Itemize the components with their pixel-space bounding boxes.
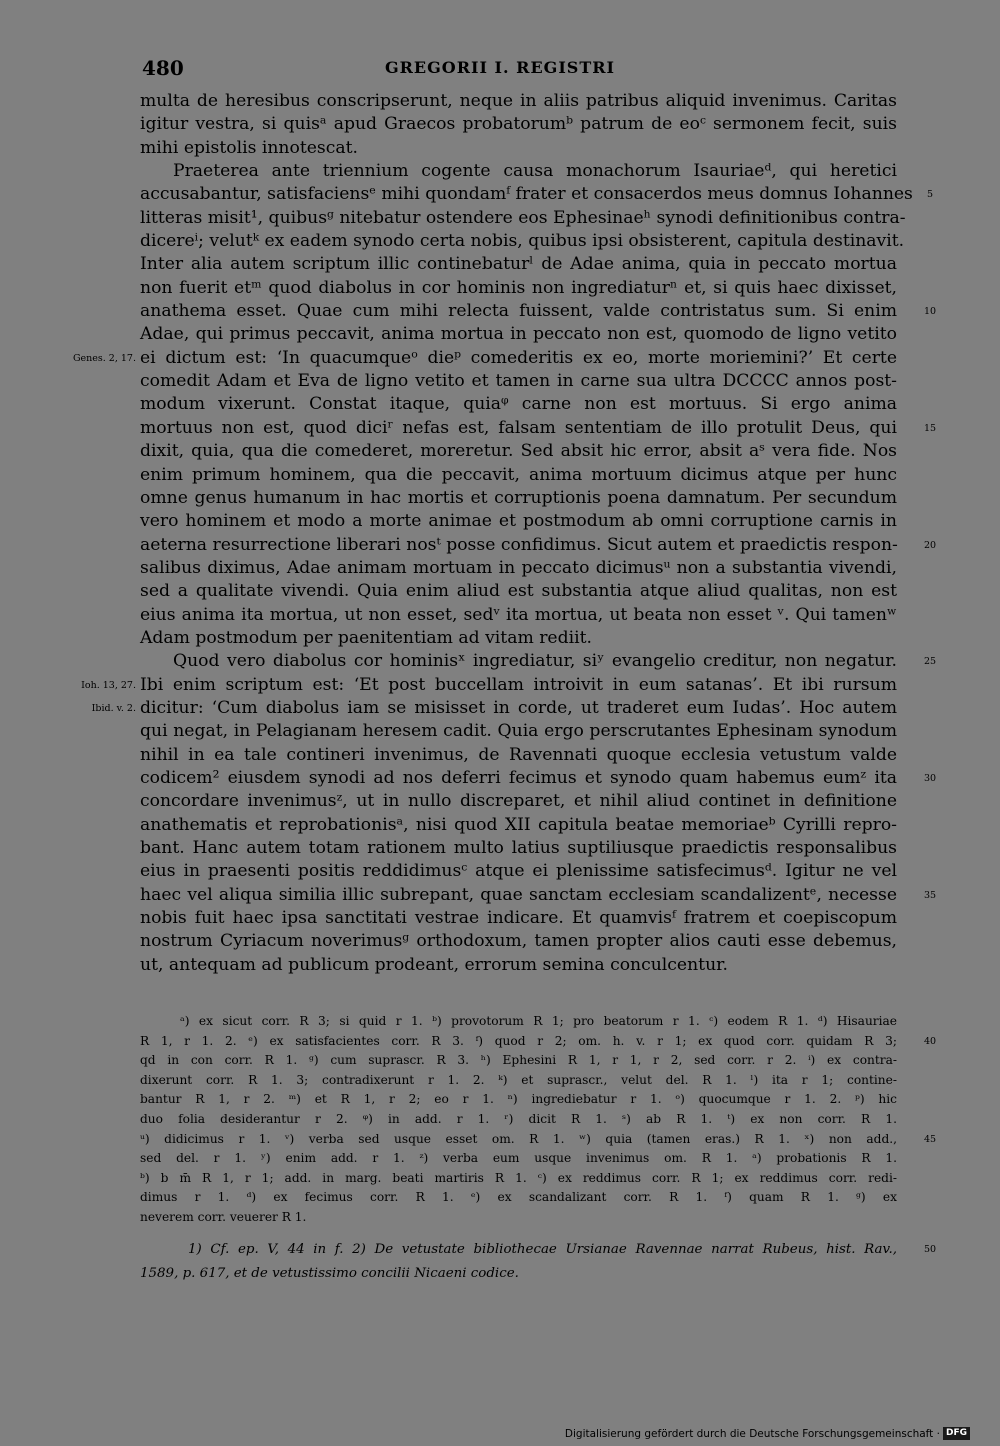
scripture-reference: Ioh. 13, 27. [81, 679, 136, 691]
text-line: Adae, qui primus peccavit, anima mortua in peccato non est, quomodo de ligno vetito [140, 324, 897, 345]
line-number: 10 [923, 306, 937, 318]
text-line: litteras misit¹, quibusᵍ nitebatur ostendere eos Ephesinaeʰ synodi definitionibus contra- [140, 207, 906, 228]
text-line: bant. Hanc autem totam rationem multo latius suptiliusque praedictis responsalibus [140, 838, 897, 858]
apparatus-line: sed del. r 1. ʸ) enim add. r 1. ᶻ) verba eum usque invenimus om. R 1. ᵃ) probationis R 1. [140, 1151, 897, 1166]
text-line: qui negat, in Pelagianam heresem cadit. Quia ergo perscrutantes Ephesinam synodum [140, 721, 897, 742]
apparatus-line: duo folia desiderantur r 2. ᵠ) in add. r 1. ʳ) dicit R 1. ˢ) ab R 1. ᵗ) ex non corr. R 1. [140, 1111, 897, 1126]
line-number: 50 [923, 1244, 937, 1255]
main-text [140, 90, 913, 977]
text-line: dixit, quia, qua die comederet, moreretur. Sed absit hic error, absit aˢ vera fide. Nos [140, 441, 897, 462]
line-number: 35 [923, 889, 937, 901]
text-line: non fuerit etᵐ quod diabolus in cor hominis non ingrediaturⁿ et, si quis haec dixisset, [140, 277, 897, 298]
running-title: GREGORII I. REGISTRI [384, 58, 616, 77]
apparatus-line: ᵇ) b m̄ R 1, r 1; add. in marg. beati martiris R 1. ᶜ) ex reddimus corr. R 1; ex reddimus corr. redi- [140, 1170, 897, 1185]
text-line: nostrum Cyriacum noverimusᵍ orthodoxum, tamen propter alios cauti esse debemus, [140, 931, 897, 952]
apparatus-line: ᵘ) didicimus r 1. ᵛ) verba sed usque esset om. R 1. ʷ) quia (tamen eras.) R 1. ˣ) non add., [140, 1131, 897, 1146]
text-line: salibus diximus, Adae animam mortuam in peccato dicimusᵘ non a substantia vivendi, [140, 557, 897, 578]
text-line: vero hominem et modo a morte animae et postmodum ab omni corruptione carnis in [140, 511, 897, 532]
text-line: dicereⁱ; velutᵏ ex eadem synodo certa nobis, quibus ipsi obsisterent, capitula destinavit. [140, 231, 905, 252]
text-line: Quod vero diabolus cor hominisˣ ingrediatur, siʸ evangelio creditur, non negatur. [173, 651, 897, 672]
text-line: mihi epistolis innotescat. [140, 137, 358, 158]
text-line: mortuus non est, quod diciʳ nefas est, falsam sententiam de illo protulit Deus, qui [140, 417, 897, 438]
scripture-reference: Genes. 2, 17. [72, 352, 136, 364]
text-line: ut, antequam ad publicum prodeant, errorum semina conculcentur. [140, 954, 728, 975]
reference-line: 1) Cf. ep. V, 44 in f. 2) De vetustate bibliothecae Ursianae Ravennae narrat Rubeus, hist. Rav., [188, 1242, 897, 1257]
text-line: modum vixerunt. Constat itaque, quiaᵠ carne non est mortuus. Si ergo anima [140, 394, 897, 415]
text-line: anathema esset. Quae cum mihi relecta fuissent, valde contristatus sum. Si enim [140, 301, 897, 322]
text-line: eius in praesenti positis reddidimusᶜ atque ei plenissime satisfecimusᵈ. Igitur ne vel [140, 861, 897, 882]
critical-apparatus [140, 1012, 897, 1228]
apparatus-line: R 1, r 1. 2. ᵉ) ex satisfacientes corr. R 3. ᶠ) quod r 2; om. h. v. r 1; ex quod corr. quidam R 3; [140, 1033, 897, 1048]
text-line: omne genus humanum in hac mortis et corruptionis poena damnatum. Per secundum [140, 487, 897, 508]
digitization-footer [565, 1427, 970, 1440]
text-line: anathematis et reprobationisᵃ, nisi quod XII capitula beatae memoriaeᵇ Cyrilli repro- [140, 814, 897, 835]
line-number: 20 [923, 539, 937, 551]
text-line: codicem² eiusdem synodi ad nos deferri fecimus et synodo quam habemus eumᶻ ita [140, 767, 897, 788]
text-line: igitur vestra, si quisᵃ apud Graecos probatorumᵇ patrum de eoᶜ sermonem fecit, suis [140, 114, 897, 135]
text-line: dicitur: ‘Cum diabolus iam se misisset in corde, ut traderet eum Iudas’. Hoc autem [140, 697, 897, 718]
apparatus-line: dixerunt corr. R 1. 3; contradixerunt r 1. 2. ᵏ) et suprascr., velut del. R 1. ˡ) ita r 1; contine- [140, 1072, 897, 1087]
text-line: accusabantur, satisfaciensᵉ mihi quondamᶠ frater et consacerdos meus domnus Iohannes [140, 184, 913, 205]
text-line: concordare invenimusᶻ, ut in nullo discreparet, et nihil aliud continet in definitione [140, 791, 897, 812]
text-line: enim primum hominem, qua die peccavit, anima mortuum dicimus atque per hunc [140, 464, 897, 485]
line-number: 40 [923, 1035, 937, 1047]
text-line: ei dictum est: ‘In quacumqueᵒ dieᵖ comederitis ex eo, morte moriemini?’ Et certe [140, 347, 897, 368]
apparatus-line: qd in con corr. R 1. ᵍ) cum suprascr. R 3. ʰ) Ephesini R 1, r 1, r 2, sed corr. r 2. ⁱ) ex contra- [140, 1053, 897, 1068]
text-line: eius anima ita mortua, ut non esset, sedᵛ ita mortua, ut beata non esset ᵛ. Qui tamenʷ [140, 604, 897, 625]
page-header [0, 52, 1000, 82]
text-line: nobis fuit haec ipsa sanctitati vestrae indicare. Et quamvisᶠ fratrem et coepiscopum [140, 908, 897, 929]
page-number: 480 [142, 56, 184, 80]
apparatus-line: neverem corr. veuerer R 1. [140, 1209, 307, 1224]
text-line: sed a qualitate vivendi. Quia enim aliud est substantia atque aliud qualitas, non est [140, 581, 897, 602]
line-number: 15 [923, 422, 937, 434]
text-line: haec vel aliqua similia illic subrepant, quae sanctam ecclesiam scandalizentᵉ, necesse [140, 884, 897, 905]
text-line: aeterna resurrectione liberari nosᵗ posse confidimus. Sicut autem et praedictis respon- [140, 534, 898, 555]
footnote-references [140, 1238, 897, 1286]
text-line: Ibi enim scriptum est: ‘Et post buccellam introivit in eum satanas’. Et ibi rursum [140, 674, 897, 695]
text-line: Adam postmodum per paenitentiam ad vitam rediit. [140, 627, 592, 648]
text-line: Praeterea ante triennium cogente causa monachorum Isauriaeᵈ, qui heretici [173, 161, 897, 182]
text-line: Inter alia autem scriptum illic continebaturˡ de Adae anima, quia in peccato mortua [140, 254, 897, 275]
apparatus-line: ᵃ) ex sicut corr. R 3; si quid r 1. ᵇ) provotorum R 1; pro beatorum r 1. ᶜ) eodem R 1. ᵈ) Hisauriae [180, 1014, 897, 1028]
text-line: multa de heresibus conscripserunt, neque in aliis patribus aliquid invenimus. Caritas [140, 91, 897, 111]
apparatus-line: dimus r 1. ᵈ) ex fecimus corr. R 1. ᵉ) ex scandalizant corr. R 1. ᶠ) quam R 1. ᵍ) ex [140, 1190, 897, 1205]
line-number: 45 [923, 1133, 937, 1145]
dfg-logo: DFG [943, 1427, 970, 1440]
text-line: nihil in ea tale contineri invenimus, de Ravennati quoque ecclesia vetustum valde [140, 744, 897, 765]
footer-text: Digitalisierung gefördert durch die Deutsche Forschungsgemeinschaft · [564, 1427, 940, 1440]
line-number: 5 [926, 189, 934, 201]
line-number: 30 [923, 773, 937, 785]
text-line: comedit Adam et Eva de ligno vetito et tamen in carne sua ultra DCCCC annos post- [140, 371, 897, 392]
line-number: 25 [923, 656, 937, 668]
reference-line: 1589, p. 617, et de vetustissimo concilii Nicaeni codice. [140, 1266, 519, 1281]
scripture-reference: Ibid. v. 2. [91, 703, 136, 715]
apparatus-line: bantur R 1, r 2. ᵐ) et R 1, r 2; eo r 1. ⁿ) ingrediebatur r 1. ᵒ) quocumque r 1. 2. ᵖ) hic [140, 1092, 897, 1107]
